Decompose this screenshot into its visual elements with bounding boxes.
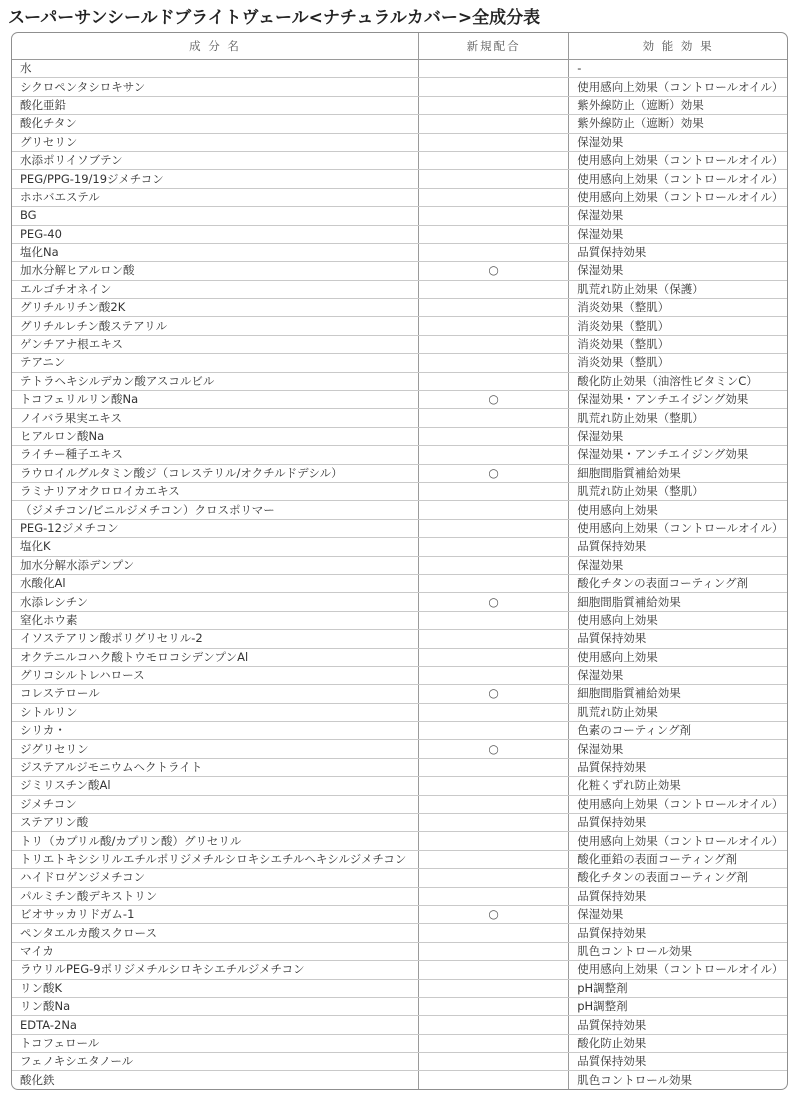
- effect-description: 使用感向上効果（コントロールオイル）: [569, 961, 787, 979]
- ingredient-name: 水添レシチン: [12, 593, 419, 611]
- new-ingredient-mark: [419, 832, 569, 850]
- new-ingredient-mark: ○: [419, 593, 569, 611]
- effect-description: 消炎効果（整肌）: [569, 354, 787, 372]
- ingredient-name: 塩化K: [12, 538, 419, 556]
- ingredient-name: エルゴチオネイン: [12, 280, 419, 298]
- ingredient-name: ラウロイルグルタミン酸ジ（コレステリル/オクチルドデシル）: [12, 464, 419, 482]
- effect-description: 保湿効果: [569, 740, 787, 758]
- effect-description: 品質保持効果: [569, 243, 787, 261]
- effect-description: 肌荒れ防止効果（整肌）: [569, 482, 787, 500]
- ingredient-name: 加水分解ヒアルロン酸: [12, 262, 419, 280]
- table-row: [12, 1071, 787, 1089]
- table-header-row: [12, 33, 787, 60]
- new-ingredient-mark: [419, 703, 569, 721]
- table-row: [12, 740, 787, 758]
- new-ingredient-mark: [419, 795, 569, 813]
- new-ingredient-mark: ○: [419, 685, 569, 703]
- effect-description: 細胞間脂質補給効果: [569, 593, 787, 611]
- table-row: [12, 924, 787, 942]
- table-row: [12, 593, 787, 611]
- effect-description: 品質保持効果: [569, 887, 787, 905]
- ingredient-name: ペンタエルカ酸スクロース: [12, 924, 419, 942]
- ingredient-name: ヒアルロン酸Na: [12, 427, 419, 445]
- table-row: [12, 869, 787, 887]
- ingredient-name: ビオサッカリドガム-1: [12, 905, 419, 923]
- ingredient-name: 加水分解水添デンプン: [12, 556, 419, 574]
- table-row: [12, 1016, 787, 1034]
- effect-description: 保湿効果: [569, 556, 787, 574]
- effect-description: 使用感向上効果（コントロールオイル）: [569, 188, 787, 206]
- table-row: [12, 942, 787, 960]
- new-ingredient-mark: [419, 961, 569, 979]
- table-row: [12, 115, 787, 133]
- table-row: [12, 648, 787, 666]
- table-row: [12, 611, 787, 629]
- table-row: [12, 243, 787, 261]
- ingredient-name: 水添ポリイソブテン: [12, 151, 419, 169]
- header-ingredient: 成 分 名: [12, 33, 419, 60]
- new-ingredient-mark: [419, 243, 569, 261]
- table-row: [12, 335, 787, 353]
- table-row: [12, 814, 787, 832]
- ingredient-name: シリカ・: [12, 722, 419, 740]
- table-row: [12, 538, 787, 556]
- ingredient-name: ライチー種子エキス: [12, 446, 419, 464]
- table-row: [12, 482, 787, 500]
- new-ingredient-mark: [419, 96, 569, 114]
- new-ingredient-mark: [419, 1016, 569, 1034]
- ingredient-name: ステアリン酸: [12, 814, 419, 832]
- ingredient-name: ジミリスチン酸Al: [12, 777, 419, 795]
- table-row: [12, 501, 787, 519]
- new-ingredient-mark: ○: [419, 262, 569, 280]
- effect-description: 消炎効果（整肌）: [569, 317, 787, 335]
- effect-description: 品質保持効果: [569, 814, 787, 832]
- effect-description: 紫外線防止（遮断）効果: [569, 96, 787, 114]
- new-ingredient-mark: [419, 997, 569, 1015]
- table-row: [12, 225, 787, 243]
- new-ingredient-mark: [419, 299, 569, 317]
- effect-description: 使用感向上効果: [569, 611, 787, 629]
- table-row: [12, 151, 787, 169]
- header-effect: 効 能 効 果: [569, 33, 787, 60]
- effect-description: 保湿効果・アンチエイジング効果: [569, 446, 787, 464]
- table-row: [12, 299, 787, 317]
- ingredient-name: リン酸Na: [12, 997, 419, 1015]
- new-ingredient-mark: [419, 409, 569, 427]
- table-row: [12, 464, 787, 482]
- ingredient-name: PEG-40: [12, 225, 419, 243]
- effect-description: pH調整剤: [569, 979, 787, 997]
- table-row: [12, 280, 787, 298]
- table-row: [12, 850, 787, 868]
- ingredient-name: トリエトキシシリルエチルポリジメチルシロキシエチルヘキシルジメチコン: [12, 850, 419, 868]
- new-ingredient-mark: [419, 869, 569, 887]
- table-row: [12, 317, 787, 335]
- table-row: [12, 60, 787, 78]
- new-ingredient-mark: [419, 446, 569, 464]
- effect-description: 酸化亜鉛の表面コーティング剤: [569, 850, 787, 868]
- table-row: [12, 170, 787, 188]
- new-ingredient-mark: [419, 482, 569, 500]
- table-row: [12, 685, 787, 703]
- effect-description: 肌荒れ防止効果: [569, 703, 787, 721]
- effect-description: 使用感向上効果（コントロールオイル）: [569, 78, 787, 96]
- new-ingredient-mark: [419, 924, 569, 942]
- effect-description: 保湿効果: [569, 262, 787, 280]
- new-ingredient-mark: [419, 170, 569, 188]
- ingredient-name: ゲンチアナ根エキス: [12, 335, 419, 353]
- ingredient-name: 酸化亜鉛: [12, 96, 419, 114]
- effect-description: 使用感向上効果（コントロールオイル）: [569, 170, 787, 188]
- new-ingredient-mark: [419, 427, 569, 445]
- new-ingredient-mark: [419, 280, 569, 298]
- effect-description: 紫外線防止（遮断）効果: [569, 115, 787, 133]
- effect-description: 酸化チタンの表面コーティング剤: [569, 574, 787, 592]
- effect-description: 品質保持効果: [569, 924, 787, 942]
- new-ingredient-mark: [419, 538, 569, 556]
- new-ingredient-mark: [419, 501, 569, 519]
- ingredient-name: EDTA-2Na: [12, 1016, 419, 1034]
- new-ingredient-mark: [419, 556, 569, 574]
- table-row: [12, 78, 787, 96]
- effect-description: 使用感向上効果（コントロールオイル）: [569, 519, 787, 537]
- table-row: [12, 961, 787, 979]
- effect-description: 肌荒れ防止効果（整肌）: [569, 409, 787, 427]
- effect-description: 保湿効果: [569, 207, 787, 225]
- effect-description: 保湿効果: [569, 133, 787, 151]
- table-row: [12, 1034, 787, 1052]
- page-title: スーパーサンシールドブライトヴェール<ナチュラルカバー>全成分表: [8, 8, 541, 28]
- ingredient-name: ハイドロゲンジメチコン: [12, 869, 419, 887]
- table-row: [12, 703, 787, 721]
- ingredient-name: ノイバラ果実エキス: [12, 409, 419, 427]
- table-row: [12, 1053, 787, 1071]
- new-ingredient-mark: [419, 574, 569, 592]
- effect-description: 肌色コントロール効果: [569, 1071, 787, 1089]
- ingredient-name: グリセリン: [12, 133, 419, 151]
- table-row: [12, 574, 787, 592]
- header-new: 新規配合: [419, 33, 569, 60]
- table-row: [12, 556, 787, 574]
- table-row: [12, 519, 787, 537]
- ingredient-name: PEG/PPG-19/19ジメチコン: [12, 170, 419, 188]
- effect-description: 品質保持効果: [569, 758, 787, 776]
- table-row: [12, 832, 787, 850]
- new-ingredient-mark: [419, 814, 569, 832]
- new-ingredient-mark: [419, 850, 569, 868]
- effect-description: -: [569, 60, 787, 78]
- ingredient-name: トコフェロール: [12, 1034, 419, 1052]
- ingredient-name: 水酸化Al: [12, 574, 419, 592]
- ingredient-name: ラウリルPEG-9ポリジメチルシロキシエチルジメチコン: [12, 961, 419, 979]
- effect-description: 酸化防止効果（油溶性ビタミンC）: [569, 372, 787, 390]
- ingredient-name: トリ（カプリル酸/カプリン酸）グリセリル: [12, 832, 419, 850]
- new-ingredient-mark: ○: [419, 905, 569, 923]
- new-ingredient-mark: [419, 1053, 569, 1071]
- new-ingredient-mark: ○: [419, 464, 569, 482]
- table-row: [12, 905, 787, 923]
- new-ingredient-mark: [419, 60, 569, 78]
- ingredient-name: イソステアリン酸ポリグリセリル-2: [12, 630, 419, 648]
- effect-description: 品質保持効果: [569, 630, 787, 648]
- table-row: [12, 758, 787, 776]
- effect-description: 化粧くずれ防止効果: [569, 777, 787, 795]
- new-ingredient-mark: [419, 133, 569, 151]
- new-ingredient-mark: [419, 722, 569, 740]
- table-row: [12, 96, 787, 114]
- ingredient-name: マイカ: [12, 942, 419, 960]
- effect-description: 肌荒れ防止効果（保護）: [569, 280, 787, 298]
- new-ingredient-mark: [419, 188, 569, 206]
- table-row: [12, 354, 787, 372]
- ingredient-name: リン酸K: [12, 979, 419, 997]
- ingredient-name: ジステアルジモニウムヘクトライト: [12, 758, 419, 776]
- ingredient-name: シトルリン: [12, 703, 419, 721]
- new-ingredient-mark: ○: [419, 391, 569, 409]
- effect-description: 使用感向上効果（コントロールオイル）: [569, 795, 787, 813]
- table-row: [12, 409, 787, 427]
- new-ingredient-mark: [419, 225, 569, 243]
- ingredient-name: 塩化Na: [12, 243, 419, 261]
- table-row: [12, 133, 787, 151]
- new-ingredient-mark: [419, 372, 569, 390]
- ingredient-name: ジメチコン: [12, 795, 419, 813]
- table-row: [12, 666, 787, 684]
- ingredient-name: グリチルリチン酸2K: [12, 299, 419, 317]
- ingredient-name: （ジメチコン/ビニルジメチコン）クロスポリマー: [12, 501, 419, 519]
- new-ingredient-mark: [419, 648, 569, 666]
- table-row: [12, 262, 787, 280]
- effect-description: 細胞間脂質補給効果: [569, 685, 787, 703]
- new-ingredient-mark: [419, 1034, 569, 1052]
- table-row: [12, 979, 787, 997]
- ingredient-name: PEG-12ジメチコン: [12, 519, 419, 537]
- new-ingredient-mark: [419, 78, 569, 96]
- effect-description: 保湿効果: [569, 905, 787, 923]
- effect-description: 肌色コントロール効果: [569, 942, 787, 960]
- new-ingredient-mark: [419, 758, 569, 776]
- ingredient-name: シクロペンタシロキサン: [12, 78, 419, 96]
- new-ingredient-mark: [419, 666, 569, 684]
- table-row: [12, 446, 787, 464]
- table-row: [12, 722, 787, 740]
- ingredient-name: 酸化チタン: [12, 115, 419, 133]
- new-ingredient-mark: [419, 335, 569, 353]
- effect-description: 使用感向上効果（コントロールオイル）: [569, 151, 787, 169]
- new-ingredient-mark: [419, 1071, 569, 1089]
- effect-description: 品質保持効果: [569, 538, 787, 556]
- ingredient-name: ジグリセリン: [12, 740, 419, 758]
- new-ingredient-mark: [419, 630, 569, 648]
- ingredient-table: [11, 32, 788, 1090]
- ingredient-name: ホホバエステル: [12, 188, 419, 206]
- table-row: [12, 887, 787, 905]
- new-ingredient-mark: [419, 317, 569, 335]
- new-ingredient-mark: [419, 519, 569, 537]
- ingredient-name: 窒化ホウ素: [12, 611, 419, 629]
- new-ingredient-mark: [419, 611, 569, 629]
- ingredient-name: 水: [12, 60, 419, 78]
- effect-description: 保湿効果: [569, 666, 787, 684]
- new-ingredient-mark: ○: [419, 740, 569, 758]
- table-row: [12, 427, 787, 445]
- effect-description: 品質保持効果: [569, 1016, 787, 1034]
- new-ingredient-mark: [419, 115, 569, 133]
- ingredient-name: BG: [12, 207, 419, 225]
- new-ingredient-mark: [419, 887, 569, 905]
- new-ingredient-mark: [419, 354, 569, 372]
- effect-description: 保湿効果: [569, 427, 787, 445]
- effect-description: 酸化防止効果: [569, 1034, 787, 1052]
- table-row: [12, 391, 787, 409]
- table-row: [12, 997, 787, 1015]
- effect-description: 色素のコーティング剤: [569, 722, 787, 740]
- new-ingredient-mark: [419, 151, 569, 169]
- ingredient-name: パルミチン酸デキストリン: [12, 887, 419, 905]
- table-row: [12, 795, 787, 813]
- effect-description: 保湿効果・アンチエイジング効果: [569, 391, 787, 409]
- ingredient-name: フェノキシエタノール: [12, 1053, 419, 1071]
- effect-description: 消炎効果（整肌）: [569, 299, 787, 317]
- effect-description: 保湿効果: [569, 225, 787, 243]
- ingredient-name: テアニン: [12, 354, 419, 372]
- ingredient-name: テトラヘキシルデカン酸アスコルビル: [12, 372, 419, 390]
- ingredient-name: 酸化鉄: [20, 1072, 55, 1087]
- new-ingredient-mark: [419, 207, 569, 225]
- table-row: [12, 207, 787, 225]
- effect-description: 使用感向上効果（コントロールオイル）: [569, 832, 787, 850]
- ingredient-name: オクテニルコハク酸トウモロコシデンプンAl: [12, 648, 419, 666]
- table-row: [12, 630, 787, 648]
- effect-description: pH調整剤: [569, 997, 787, 1015]
- effect-description: 酸化チタンの表面コーティング剤: [569, 869, 787, 887]
- new-ingredient-mark: [419, 777, 569, 795]
- ingredient-name: グリコシルトレハロース: [12, 666, 419, 684]
- effect-description: 消炎効果（整肌）: [569, 335, 787, 353]
- new-ingredient-mark: [419, 942, 569, 960]
- table-row: [12, 372, 787, 390]
- ingredient-name: グリチルレチン酸ステアリル: [12, 317, 419, 335]
- effect-description: 品質保持効果: [569, 1053, 787, 1071]
- new-ingredient-mark: [419, 979, 569, 997]
- ingredient-name: コレステロール: [12, 685, 419, 703]
- effect-description: 使用感向上効果: [569, 648, 787, 666]
- table-row: [12, 777, 787, 795]
- effect-description: 使用感向上効果: [569, 501, 787, 519]
- table-row: [12, 188, 787, 206]
- ingredient-name: ラミナリアオクロロイカエキス: [12, 482, 419, 500]
- effect-description: 細胞間脂質補給効果: [569, 464, 787, 482]
- ingredient-name: トコフェリルリン酸Na: [12, 391, 419, 409]
